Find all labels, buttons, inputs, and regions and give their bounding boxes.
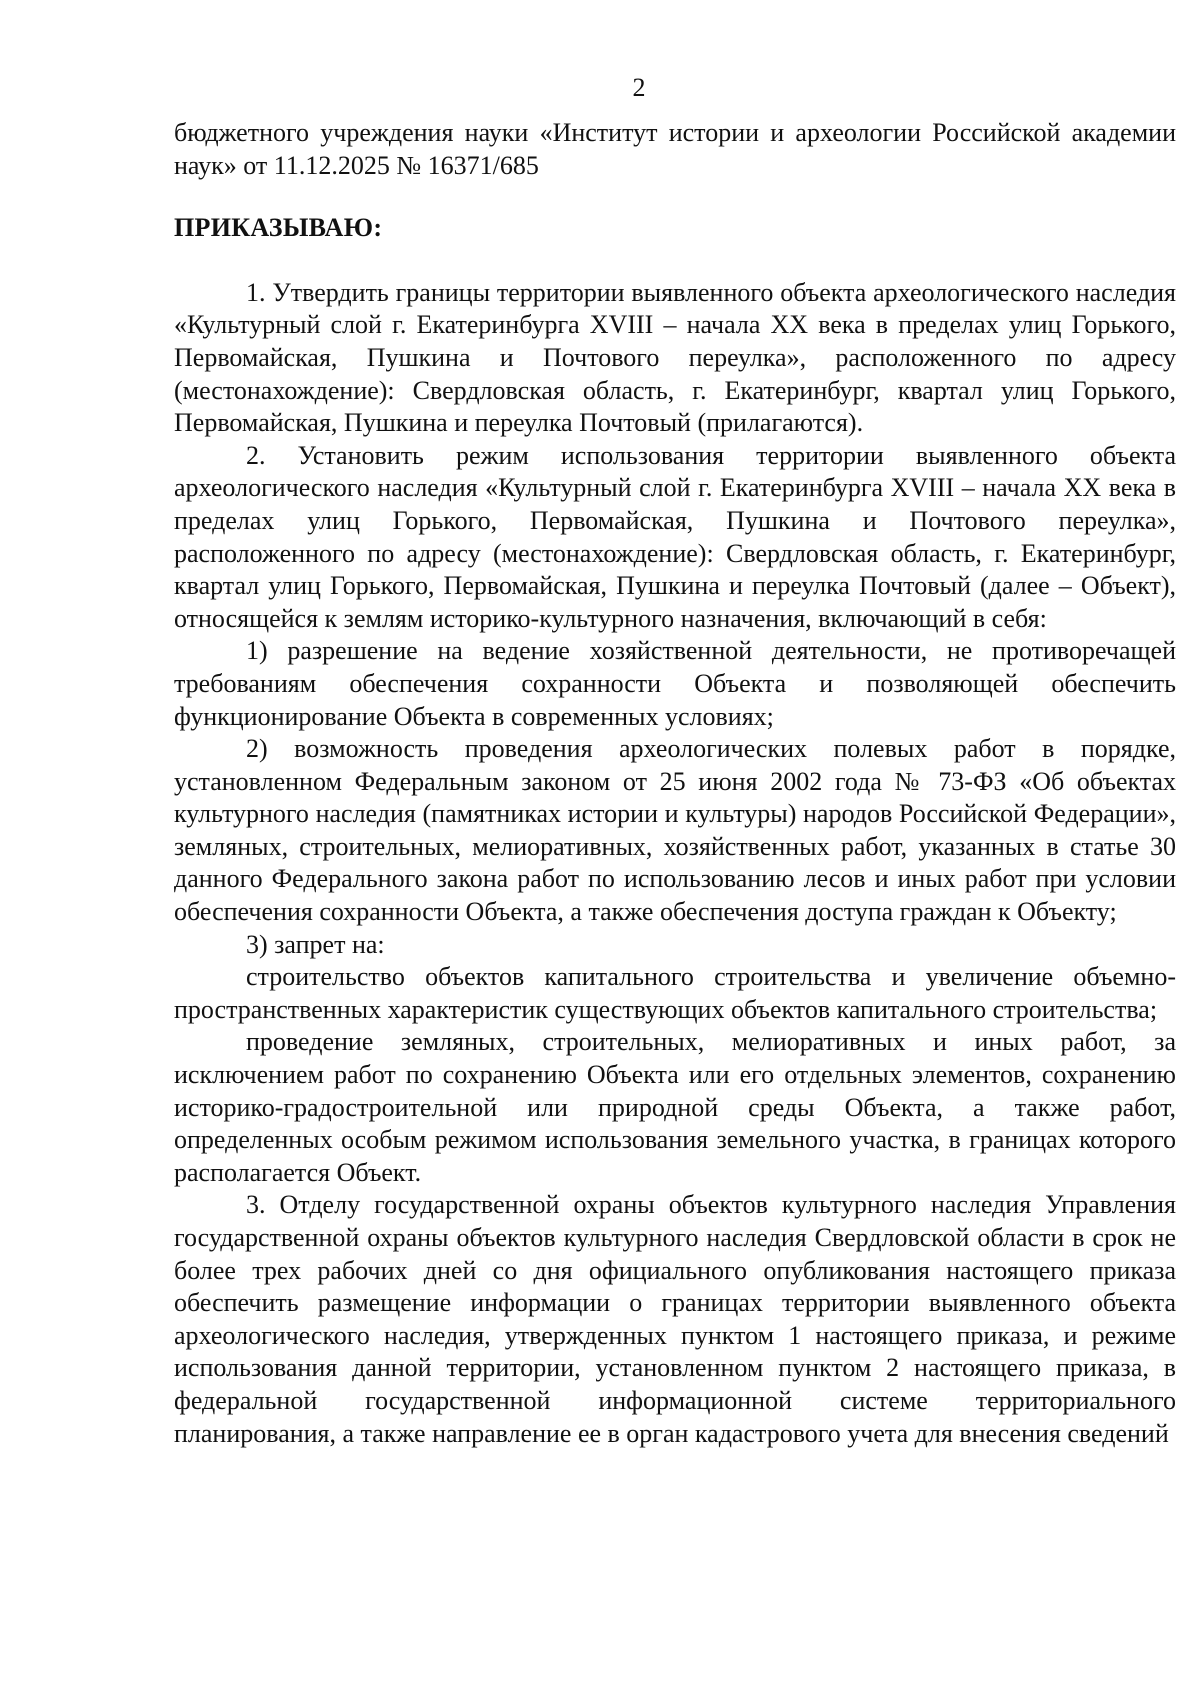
subitem-3: 3) запрет на: <box>246 929 385 959</box>
paragraph-item-1: 1. Утвердить границы территории выявленного объекта археологического наследия «Культурный слой г. Екатеринбурга XVIII – начала XX века в пределах улиц Горького, Первомайская, Пушкина и Почтового переулка», расположенного по адресу (местонахождение): Свердловская область, г. Екатеринбург, квартал улиц Горького, Первомайская, Пушкина и переулка Почтовый (прилагаются). <box>174 277 1176 438</box>
paragraph-item-2: 2. Установить режим использования территории выявленного объекта археологического наследия «Культурный слой г. Екатеринбурга XVIII – начала XX века в пределах улиц Горького, Первомайская, Пушкина и Почтового переулка», расположенного по адресу (местонахождение): Свердловская область, г. Екатеринбург, квартал улиц Горького, Первомайская, Пушкина и переулка Почтовый (далее – Объект), относящейся к землям историко-культурного назначения, включающий в себя: <box>174 440 1176 633</box>
subitem-1: 1) разрешение на ведение хозяйственной деятельности, не противоречащей требованиям обеспечения сохранности Объекта и позволяющей обеспечить функционирование Объекта в современных условиях; <box>174 636 1176 731</box>
prohibition-construction: строительство объектов капитального строительства и увеличение объемно-пространственных характеристик существующих объектов капитального строительства; <box>174 962 1176 1024</box>
intro-paragraph: бюджетного учреждения науки «Институт истории и археологии Российской академии наук» от 11.12.2025 № 16371/685 <box>174 118 1176 180</box>
paragraph-item-3: 3. Отделу государственной охраны объектов культурного наследия Управления государственной охраны объектов культурного наследия Свердловской области в срок не более трех рабочих дней со дня официального опубликования настоящего приказа обеспечить размещение информации о границах территории выявленного объекта археологического наследия, утвержденных пунктом 1 настоящего приказа, и режиме использования данной территории, установленном пунктом 2 настоящего приказа, в федеральной государственной информационной системе территориального планирования, а также направление ее в орган кадастрового учета для внесения сведений <box>174 1190 1176 1448</box>
document-body <box>174 117 1176 1450</box>
subitem-2: 2) возможность проведения археологических полевых работ в порядке, установленном Федеральным законом от 25 июня 2002 года № 73-ФЗ «Об объектах культурного наследия (памятниках истории и культуры) народов Российской Федерации», земляных, строительных, мелиоративных, хозяйственных работ, указанных в статье 30 данного Федерального закона работ по использованию лесов и иных работ при условии обеспечения сохранности Объекта, а также обеспечения доступа граждан к Объекту; <box>174 734 1176 927</box>
prohibition-works: проведение земляных, строительных, мелиоративных и иных работ, за исключением работ по сохранению Объекта или его отдельных элементов, сохранению историко-градостроительной или природной среды Объекта, а также работ, определенных особым режимом использования земельного участка, в границах которого располагается Объект. <box>174 1027 1176 1187</box>
page-number: 2 <box>632 73 646 102</box>
order-heading: ПРИКАЗЫВАЮ: <box>174 213 383 243</box>
